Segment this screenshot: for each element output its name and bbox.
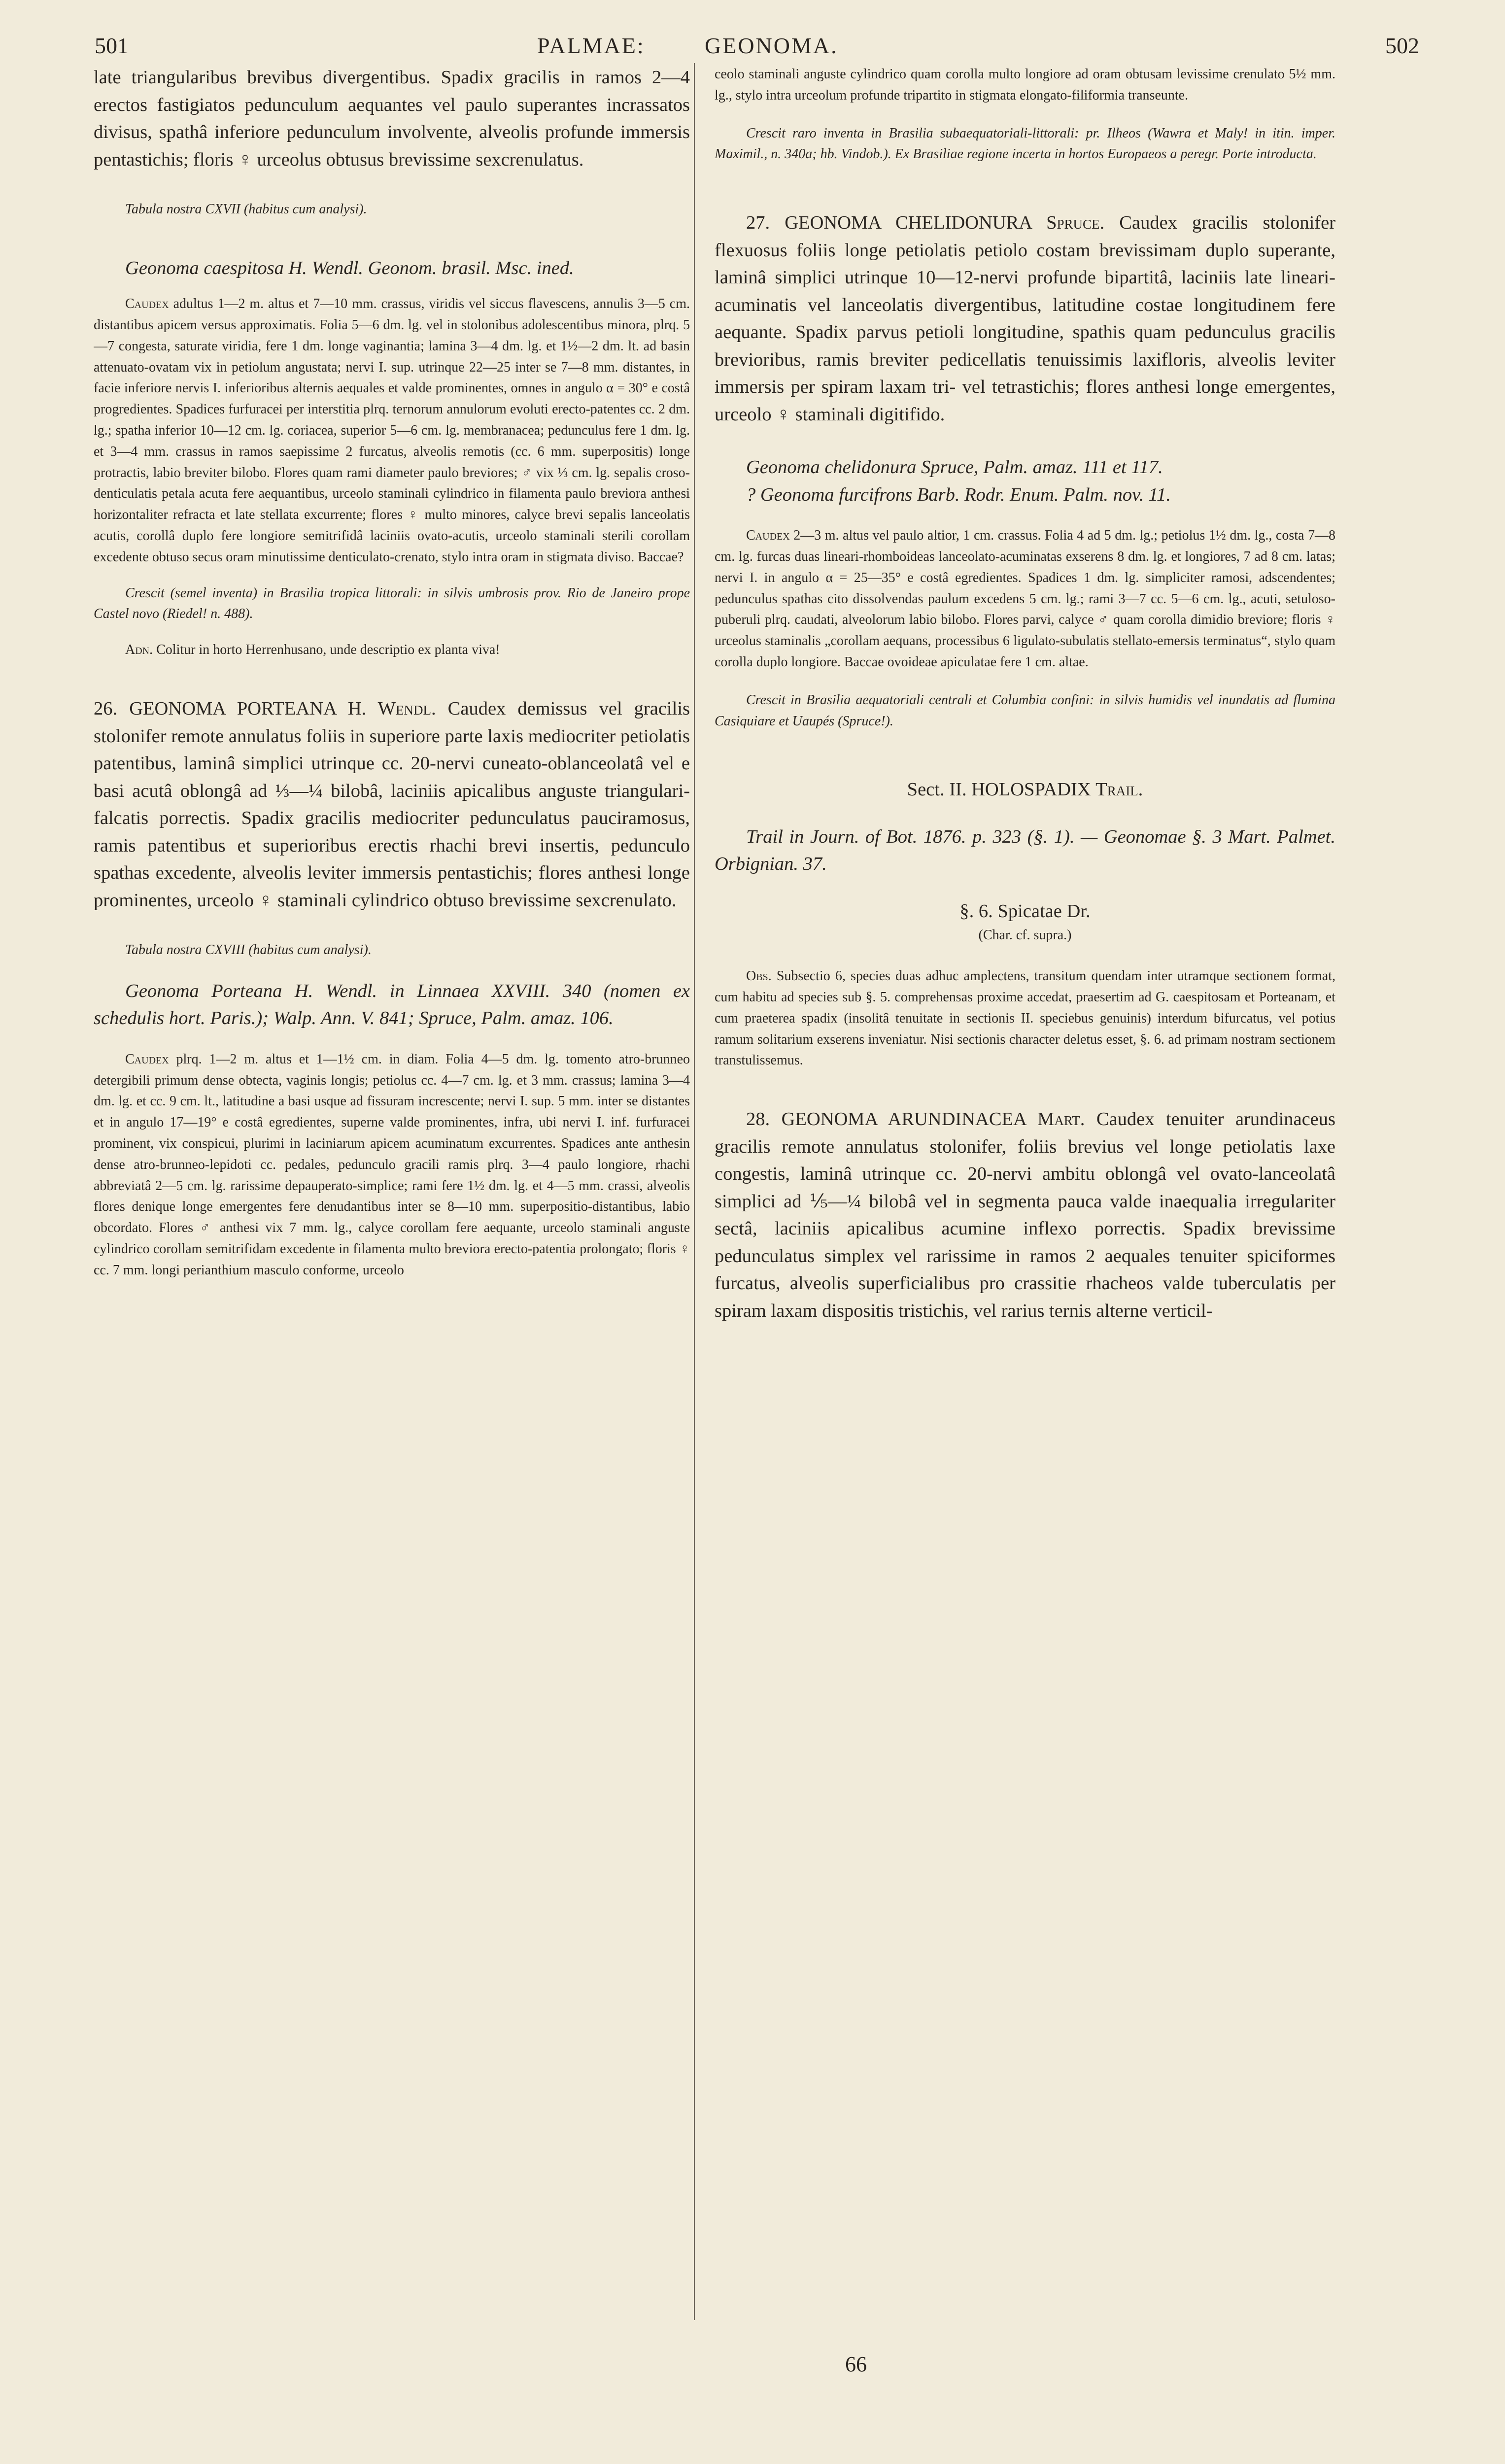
species-27-paragraph (715, 209, 1335, 428)
description-3-head: Caudex (746, 528, 790, 544)
species-28-number: 28. (746, 1109, 770, 1130)
species-26-name: GEONOMA PORTEANA (129, 698, 336, 719)
species-27-author: Spruce. (1046, 212, 1105, 234)
species-27-number: 27. (746, 212, 770, 234)
crescit-a: Crescit raro inventa in Brasilia subaequatoriali-littorali: pr. Ilheos (Wawra et Maly! in itin. imper. Maximil., n. 340a; hb. Vindob.). Ex Brasiliae regione incerta in hortos Europaeos a peregr. Porte introducta. (715, 125, 1335, 162)
synonym-1: Geonoma caespitosa H. Wendl. Geonom. brasil. Msc. ined. (125, 257, 574, 278)
section-heading-author: Trail. (1095, 779, 1143, 800)
adnotatio (94, 640, 690, 661)
observatio-text: Subsectio 6, species duas adhuc amplectens, transitum quendam inter utramque sectionem format, cum habitu ad species sub §. 5. comprehensas proxime accedat, praesertim ad G. caespitosam et Porteanam, et cum praeterea spadix (insolitâ tenuitate in sectionis II. speciebus genuinis) interdum bifurcatus, vel potius ramum solitarium exserens inveniatur. Nisi sectionis character deletus esset, §. 6. ad primam nostram sectionem transtulissemus. (715, 968, 1335, 1068)
subsection-note: (Char. cf. supra.) (978, 927, 1072, 943)
signature-mark: 66 (845, 2352, 867, 2376)
tabula-note-1: Tabula nostra CXVII (habitus cum analysi). (125, 202, 367, 217)
species-28-text: Caudex tenuiter arundinaceus gracilis remote annulatus stolonifer, foliis brevius vel longe petiolatis laxe congestis, laminâ utrinque cc. 20-nervi ambitu oblongâ vel ovato-lanceolatâ simplici ad ⅕—¼ bilobâ vel in segmenta pauca valde inaequalia irregulariter sectâ, laciniis apicalibus acumine inflexo porrectis. Spadix brevissime pedunculatus simplex vel rarissime in ramos 2 aequales tenuiter spiciformes furcatus, alveolis superficialibus pro crassitie rhacheos valde tuberculatis per spiram laxam dispositis tristichis, vel rarius ternis alterne verticil- (715, 1109, 1335, 1321)
description-2-head: Caudex (125, 1051, 169, 1067)
synonym-3b: ? Geonoma furcifrons Barb. Rodr. Enum. Palm. nov. 11. (746, 484, 1171, 505)
running-title-right: GEONOMA. (705, 33, 838, 58)
section-heading (715, 776, 1335, 804)
species-27-text: Caudex gracilis stolonifer flexuosus foliis longe petiolatis petiolo costam brevissimam duplo superante, laminâ simplici utrinque 10—12-nervi profunde bipartitâ, laciniis late lineari-acuminatis vel lanceolatis divergentibus, latitudine costae longitudinem fere aequante. Spadix parvus petioli longitudine, spathis quam pedunculus gracilis brevioribus, ramis breviter pedicellatis tenuissimis laxifloris, alveolis leviter immersis per spiram laxam tri- vel tetrastichis; flores anthesi longe emergentes, urceolo ♀ staminali digitifido. (715, 212, 1335, 425)
adnotatio-text: Colitur in horto Herrenhusano, unde descriptio ex planta viva! (156, 642, 500, 658)
running-title-left: PALMAE: (537, 33, 645, 58)
left-column (94, 64, 690, 2464)
description-3-text: 2—3 m. altus vel paulo altior, 1 cm. crassus. Folia 4 ad 5 dm. lg.; petiolus 1½ dm. lg., costa 7—8 cm. lg. furcas duas lineari-rhomboideas lanceolato-acuminatas exserens 8 dm. lg. et longiores, 7 ad 8 cm. latas; nervi I. in angulo α = 25—35° e costâ egredientes. Spadices 1 dm. lg. simpliciter ramosi, adscendentes; pedunculus spathas cito dissolvendas paulum excedens 5 cm. lg.; rami 3—7 cc. 5—6 cm. lg., acuti, setuloso-puberuli plrq. caudati, alveolorum labio bilobo. Flores parvi, calyce ♂ quam corolla dimidio breviore; floris ♀ urceolus staminalis „corollam aequans, processibus 6 ligulato-subulatis stellato-emersis terminatus“, stylo quam corolla duplo longiore. Baccae ovoideae apiculatae fere 1 cm. altae. (715, 528, 1335, 670)
page-number-left: 501 (95, 33, 129, 58)
synonym-3a: Geonoma chelidonura Spruce, Palm. amaz. 111 et 117. (746, 457, 1163, 478)
description-2 (94, 1049, 690, 1281)
continuation-text: ceolo staminali anguste cylindrico quam corolla multo longiore ad oram obtusam levissime crenulato 5½ mm. lg., stylo intra urceolum profunde tripartito in stigmata elongato-filiformia transeunte. (715, 67, 1335, 103)
description-3 (715, 525, 1335, 673)
section-heading-text: Sect. II. HOLOSPADIX (907, 779, 1091, 800)
intro-paragraph: late triangularibus brevibus divergentibus. Spadix gracilis in ramos 2—4 erectos fastigiatos pedunculum aequantes vel paulo superantes incrassatos divisus, spathâ inferiore pedunculum involvente, alveolis profunde immersis pentastichis; floris ♀ urceolus obtusus brevissime sexcrenulatus. (94, 67, 690, 170)
observatio-head: Obs. (746, 968, 772, 984)
observatio (715, 966, 1335, 1071)
subsection-heading: §. 6. Spicatae Dr. (959, 900, 1091, 922)
species-28-author: Mart. (1037, 1109, 1085, 1130)
synonym-2: Geonoma Porteana H. Wendl. in Linnaea XXVIII. 340 (nomen ex schedulis hort. Paris.); Walp. Ann. V. 841; Spruce, Palm. amaz. 106. (94, 980, 690, 1029)
species-26-text: Caudex demissus vel gracilis stolonifer remote annulatus foliis in superiore parte laxis mediocriter petiolatis patentibus, laminâ simplici utrinque cc. 20-nervi cuneato-oblanceolatâ vel e basi acutâ oblongâ ad ⅓—¼ bilobâ, laciniis apicalibus anguste triangulari-falcatis porrectis. Spadix gracilis mediocriter pedunculatus pauciramosus, ramis patentibus et superioribus erectis rhachi brevi insertis, pedunculo spathas excedente, alveolis leviter immersis pentastichis; flores anthesi longe prominentes, urceolo ♀ staminali cylindrico obtuso brevissime sexcrenulato. (94, 698, 690, 911)
column-divider (694, 63, 695, 2320)
adnotatio-head: Adn. (125, 642, 153, 658)
section-reference: Trail in Journ. of Bot. 1876. p. 323 (§. 1). — Geonomae §. 3 Mart. Palmet. Orbignian. 37. (715, 826, 1335, 875)
species-28-name: GEONOMA ARUNDINACEA (781, 1109, 1026, 1130)
page-number-right: 502 (1385, 33, 1419, 58)
right-column (715, 64, 1335, 2464)
description-1 (94, 294, 690, 568)
description-1-text: adultus 1—2 m. altus et 7—10 mm. crassus, viridis vel siccus flavescens, annulis 3—5 cm. distantibus apicem versus approximatis. Folia 5—6 dm. lg. vel in stolonibus adolescentibus minora, plrq. 5—7 congesta, saturate viridia, fere 1 dm. longe vaginantia; lamina 3—4 dm. lg. et 1½—2 dm. lt. ad basin attenuato-ovatam vix in petiolum angustata; nervi I. sup. utrinque 22—25 inter se 7—8 mm. distantes, in facie inferiore nervis I. inferioribus alternis aequales et valde prominentes, omnes in angulo α = 30° e costâ progredientes. Spadices furfuracei per interstitia plrq. ternorum annulorum evoluti erecto-patentes cc. 2 dm. lg.; spatha inferior 10—12 cm. lg. coriacea, superior 5—6 cm. lg. membranacea; pedunculus fere 1 dm. lg. et 3—4 mm. crassus in ramos saepissime 2 furcatus, alveolis remotis (cc. 6 mm. superpositis) longe protractis, labio breviter bilobo. Flores quam rami diameter paulo breviores; ♂ vix ⅓ cm. lg. sepalis croso-denticulatis petala acuta fere aequantibus, urceolo staminali cylindrico in filamenta paulo breviora anthesi horizontaliter refracta et late stellata excurrente; flores ♀ multo minores, calyce brevi sepalis lanceolatis acutis, corollâ duplo fere longiore semitrifidâ laciniis ovato-acutis, urceolo staminali sterili corollam excedente obtuso secus oram minutissime denticulato-crenato, stylo intra oram in stigmata diviso. Baccae? (94, 296, 690, 565)
tabula-note-2: Tabula nostra CXVIII (habitus cum analysi). (125, 942, 372, 958)
crescit-1: Crescit (semel inventa) in Brasilia tropica littorali: in silvis umbrosis prov. Rio de Janeiro prope Castel novo (Riedel! n. 488). (94, 585, 690, 622)
species-26-paragraph (94, 695, 690, 914)
description-2-text: plrq. 1—2 m. altus et 1—1½ cm. in diam. Folia 4—5 dm. lg. tomento atro-brunneo detergibili primum dense obtecta, vaginis longis; petiolus cc. 4—7 cm. lg. et 3 mm. crassus; lamina 3—4 dm. lg. et cc. 9 cm. lt., latitudine a basi usque ad fissuram increscente; nervi I. sup. 5 mm. inter se distantes et in angulo 17—19° e costâ egredientes, superne valde prominentes, infra, ubi nervi I. inf. furfuracei prominent, vix conspicui, plurimi in laciniarum apicem acuminatum excurrentes. Spadices ante anthesin dense atro-brunneo-lepidoti cc. pedales, pedunculo gracili ramis plrq. 3—4 paulo longiore, rhachi abbreviatâ 2—5 cm. lg. rarissime depauperato-simplice; rami fere 1½ dm. lg. et 4—5 mm. crassi, alveolis flores denique longe emergentes fere denudantibus inter se 8—10 mm. superpositio-distantibus, labio obcordato. Flores ♂ anthesi vix 7 mm. lg., calyce corollam fere aequante, urceolo staminali anguste cylindrico corollam semitrifidam excedente in filamenta multo breviora erecto-patentia prolongato; floris ♀ cc. 7 mm. longi perianthium masculo conforme, urceolo (94, 1051, 690, 1278)
crescit-b: Crescit in Brasilia aequatoriali centrali et Columbia confini: in silvis humidis vel inundatis ad flumina Casiquiare et Uaupés (Spruce!). (715, 692, 1335, 729)
description-1-head: Caudex (125, 296, 169, 312)
species-28-paragraph (715, 1106, 1335, 1325)
species-26-author: H. Wendl. (347, 698, 436, 719)
species-27-name: GEONOMA CHELIDONURA (785, 212, 1031, 234)
species-26-number: 26. (94, 698, 118, 719)
